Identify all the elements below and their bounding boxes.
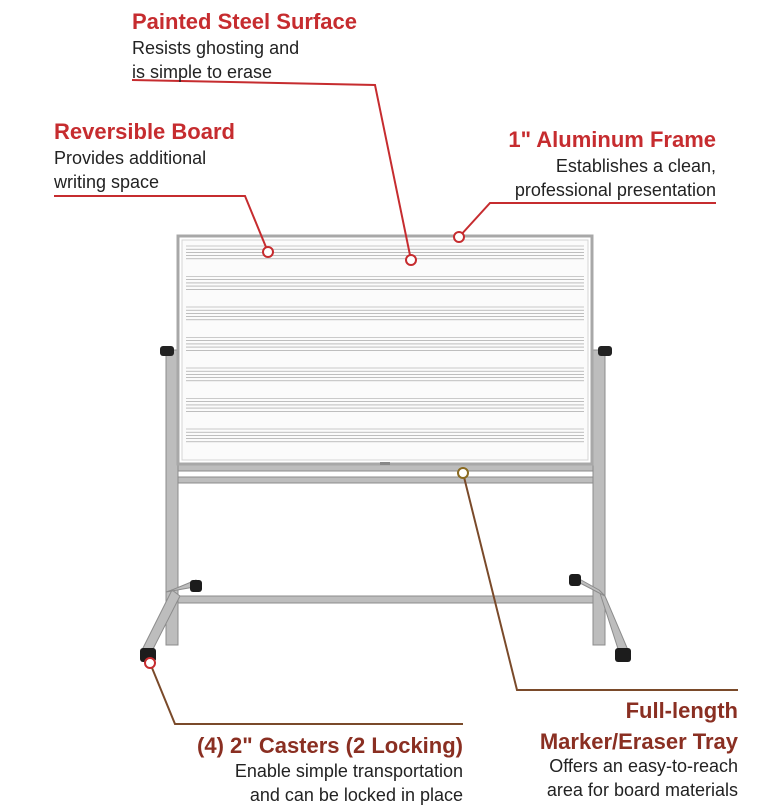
marker-reversible bbox=[263, 247, 273, 257]
left-pivot-knob bbox=[160, 346, 174, 356]
painted-steel-title: Painted Steel Surface bbox=[132, 9, 357, 34]
casters-desc-2: and can be locked in place bbox=[249, 785, 463, 805]
tray-desc-1: Offers an easy-to-reach bbox=[549, 756, 738, 776]
frame-desc-2: professional presentation bbox=[514, 180, 716, 200]
tray-title-2: Marker/Eraser Tray bbox=[539, 729, 738, 754]
tray-title-1: Full-length bbox=[625, 698, 738, 723]
tray-center-clip bbox=[380, 462, 390, 465]
painted-steel-desc-2: is simple to erase bbox=[132, 62, 273, 82]
casters-desc-1: Enable simple transportation bbox=[234, 761, 463, 781]
marker-tray bbox=[458, 468, 468, 478]
lower-crossbar bbox=[178, 596, 593, 603]
frame-desc-1: Establishes a clean, bbox=[555, 156, 716, 176]
leader-casters bbox=[150, 663, 463, 724]
painted-steel-desc-1: Resists ghosting and bbox=[132, 38, 300, 58]
caster-front-right bbox=[615, 648, 631, 662]
tray-desc-2: area for board materials bbox=[546, 780, 738, 800]
leader-painted-steel bbox=[132, 80, 411, 260]
leader-frame bbox=[459, 203, 716, 237]
tray-support-bar bbox=[178, 465, 593, 471]
reversible-desc-2: writing space bbox=[54, 172, 160, 192]
caster-rear-left bbox=[190, 580, 202, 592]
caster-rear-right bbox=[569, 574, 581, 586]
frame-title: 1" Aluminum Frame bbox=[508, 127, 716, 152]
right-pivot-knob bbox=[598, 346, 612, 356]
upper-crossbar bbox=[178, 477, 593, 483]
reversible-desc-1: Provides additional bbox=[54, 148, 207, 168]
marker-casters bbox=[145, 658, 155, 668]
casters bbox=[140, 574, 631, 662]
casters-title: (4) 2" Casters (2 Locking) bbox=[197, 733, 463, 758]
marker-frame bbox=[454, 232, 464, 242]
reversible-title: Reversible Board bbox=[54, 119, 235, 144]
marker-painted-steel bbox=[406, 255, 416, 265]
